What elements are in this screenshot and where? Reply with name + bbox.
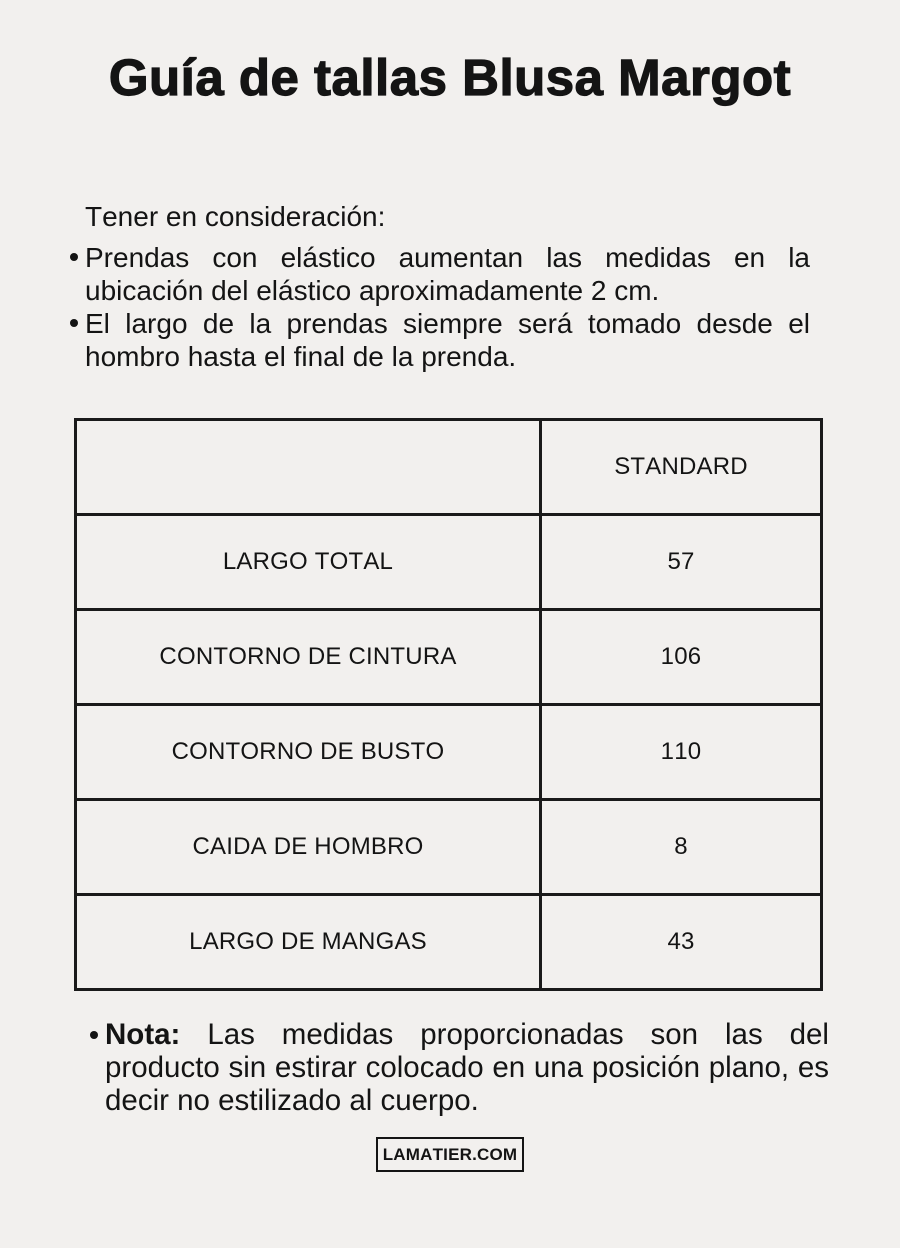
- row-label-largo-mangas: LARGO DE MANGAS: [76, 895, 541, 990]
- considerations-list: [70, 241, 810, 373]
- row-label-contorno-busto: CONTORNO DE BUSTO: [76, 705, 541, 800]
- consideration-item-elastic: [70, 241, 810, 307]
- note-label: Nota:: [105, 1018, 181, 1051]
- note-text: [105, 1018, 829, 1117]
- bullet-dot-icon: [70, 253, 78, 261]
- table-row: [76, 895, 822, 990]
- table-header-row: [76, 420, 822, 515]
- column-header-standard: STANDARD: [541, 420, 822, 515]
- footer: [0, 1137, 900, 1172]
- considerations-section: [70, 200, 810, 373]
- row-value-largo-mangas: 43: [541, 895, 822, 990]
- row-label-largo-total: LARGO TOTAL: [76, 515, 541, 610]
- row-value-contorno-cintura: 106: [541, 610, 822, 705]
- brand-badge: [376, 1137, 524, 1172]
- row-value-largo-total: 57: [541, 515, 822, 610]
- bullet-dot-icon: [70, 319, 78, 327]
- consideration-text: Prendas con elástico aumentan las medidas en la ubicación del elástico aproximadamente 2 cm.: [85, 242, 810, 306]
- table-row: [76, 515, 822, 610]
- size-guide-page: [0, 48, 900, 1248]
- bullet-dot-icon: [90, 1031, 98, 1039]
- table-row: [76, 705, 822, 800]
- row-value-contorno-busto: 110: [541, 705, 822, 800]
- consideration-text: El largo de la prendas siempre será tomado desde el hombro hasta el final de la prenda.: [85, 308, 810, 372]
- considerations-heading: Tener en consideración:: [85, 201, 386, 232]
- note-section: [90, 1018, 900, 1117]
- note-body: Las medidas proporcionadas son las del producto sin estirar colocado en una posición plano, es decir no estilizado al cuerpo.: [105, 1018, 829, 1117]
- empty-header-cell: [76, 420, 541, 515]
- row-value-caida-hombro: 8: [541, 800, 822, 895]
- page-title: Guía de tallas Blusa Margot: [108, 49, 792, 106]
- table-row: [76, 800, 822, 895]
- brand-name: LAMATIER.COM: [382, 1144, 518, 1164]
- row-label-contorno-cintura: CONTORNO DE CINTURA: [76, 610, 541, 705]
- row-label-caida-hombro: CAIDA DE HOMBRO: [76, 800, 541, 895]
- table-row: [76, 610, 822, 705]
- consideration-item-length: [70, 307, 810, 373]
- size-table: [74, 418, 823, 991]
